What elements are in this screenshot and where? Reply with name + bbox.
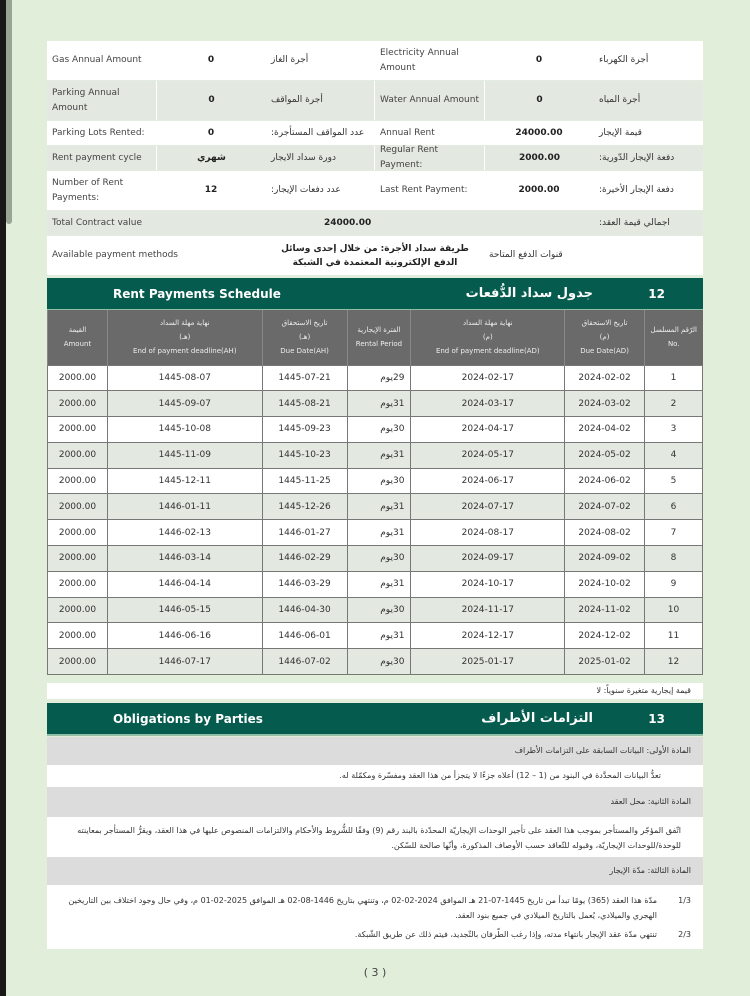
parking-lots-label-en: Parking Lots Rented: bbox=[52, 127, 145, 138]
summary-row bbox=[47, 41, 703, 81]
summary-row bbox=[47, 171, 703, 211]
electricity-amount-label-ar: أجرة الكهرباء bbox=[599, 55, 649, 65]
end-deadline-ah-cell: 1446-03-14 bbox=[107, 546, 262, 572]
due-date-ah-cell: 1446-07-02 bbox=[262, 649, 347, 675]
due-date-ad-cell: 2024-09-02 bbox=[565, 546, 645, 572]
rental-period-cell: 31يوم bbox=[347, 623, 411, 649]
schedule-row bbox=[48, 442, 703, 468]
end-deadline-ah-cell: 1446-04-14 bbox=[107, 571, 262, 597]
last-payment-label-en: Last Rent Payment: bbox=[380, 185, 468, 195]
clause-text: تنتهي مدّة عقد الإيجار بانتهاء مدته، وإذا رغب الطّرفان بالتّجديد، فيتم ذلك عن طريق الشّبكة. bbox=[354, 930, 657, 939]
rental-period-cell: 31يوم bbox=[347, 494, 411, 520]
header-due-date-ah: تاريخ الاستحقاق (هـ) Due Date(AH) bbox=[262, 310, 347, 365]
schedule-section-header bbox=[47, 278, 703, 311]
due-date-ad-cell: 2024-07-02 bbox=[565, 494, 645, 520]
rental-period-cell: 30يوم bbox=[347, 417, 411, 443]
due-date-ad-cell: 2024-03-02 bbox=[565, 391, 645, 417]
rental-period-cell: 29يوم bbox=[347, 365, 411, 391]
parking-amount-label-ar: أجرة المواقف bbox=[266, 81, 375, 120]
summary-row-total bbox=[47, 211, 703, 236]
end-deadline-ah-cell: 1445-09-07 bbox=[107, 391, 262, 417]
end-deadline-ah-cell: 1446-06-16 bbox=[107, 623, 262, 649]
clause-number: 2/3 bbox=[678, 930, 691, 939]
due-date-ah-cell: 1445-09-23 bbox=[262, 417, 347, 443]
obligations-section-header bbox=[47, 703, 703, 736]
amount-cell: 2000.00 bbox=[48, 365, 108, 391]
due-date-ah-cell: 1445-08-21 bbox=[262, 391, 347, 417]
total-value-label-en: Total Contract value bbox=[52, 217, 143, 228]
schedule-row bbox=[48, 623, 703, 649]
parking-amount-label-en: Parking Annual Amount bbox=[52, 87, 120, 113]
gas-amount-label-ar: أجرة الغاز bbox=[266, 41, 375, 80]
summary-row bbox=[47, 81, 703, 121]
clause-1-3 bbox=[47, 893, 703, 923]
due-date-ah-cell: 1445-11-25 bbox=[262, 468, 347, 494]
due-date-ah-cell: 1446-01-27 bbox=[262, 520, 347, 546]
due-date-ad-cell: 2024-06-02 bbox=[565, 468, 645, 494]
due-date-ad-cell: 2024-10-02 bbox=[565, 571, 645, 597]
regular-payment-label-ar: دفعة الإيجار الدّورية: bbox=[599, 152, 675, 163]
summary-row bbox=[47, 146, 703, 171]
scrollbar-thumb[interactable] bbox=[6, 0, 12, 224]
serial-no-cell: 3 bbox=[645, 417, 703, 443]
end-deadline-ah-cell: 1445-12-11 bbox=[107, 468, 262, 494]
end-deadline-ad-cell: 2024-08-17 bbox=[411, 520, 565, 546]
rent-schedule-table bbox=[47, 310, 703, 675]
article-2-title: المادة الثانية: محل العقد bbox=[47, 787, 703, 817]
payment-methods-label-ar: قنوات الدفع المتاحة bbox=[489, 250, 563, 260]
end-deadline-ah-cell: 1445-11-09 bbox=[107, 442, 262, 468]
obligations-title-ar: التزامات الأطراف bbox=[481, 711, 593, 726]
schedule-row bbox=[48, 494, 703, 520]
serial-no-cell: 11 bbox=[645, 623, 703, 649]
schedule-row bbox=[48, 417, 703, 443]
electricity-amount-label-en: Electricity Annual Amount bbox=[380, 47, 459, 73]
due-date-ah-cell: 1446-06-01 bbox=[262, 623, 347, 649]
serial-no-cell: 12 bbox=[645, 649, 703, 675]
gas-amount-label-en: Gas Annual Amount bbox=[52, 55, 142, 65]
obligations-section-number: 13 bbox=[648, 712, 665, 726]
water-amount-value: 0 bbox=[484, 81, 594, 120]
amount-cell: 2000.00 bbox=[48, 417, 108, 443]
due-date-ah-cell: 1446-03-29 bbox=[262, 571, 347, 597]
end-deadline-ad-cell: 2024-10-17 bbox=[411, 571, 565, 597]
last-payment-label-ar: دفعة الإيجار الأخيرة: bbox=[599, 185, 674, 195]
financial-summary-table bbox=[47, 41, 703, 276]
annual-rent-label-ar: قيمة الإيجار bbox=[599, 127, 642, 138]
num-payments-value: 12 bbox=[204, 185, 218, 195]
parking-lots-value: 0 bbox=[207, 127, 215, 138]
parking-lots-label-ar: عدد المواقف المستأجرة: bbox=[266, 121, 375, 145]
due-date-ah-cell: 1445-07-21 bbox=[262, 365, 347, 391]
serial-no-cell: 2 bbox=[645, 391, 703, 417]
header-serial-no: الرّقم المسلسل No. bbox=[645, 310, 703, 365]
end-deadline-ah-cell: 1446-02-13 bbox=[107, 520, 262, 546]
amount-cell: 2000.00 bbox=[48, 623, 108, 649]
due-date-ad-cell: 2024-02-02 bbox=[565, 365, 645, 391]
end-deadline-ah-cell: 1446-05-15 bbox=[107, 597, 262, 623]
schedule-title-en: Rent Payments Schedule bbox=[113, 287, 281, 301]
schedule-row bbox=[48, 649, 703, 675]
num-payments-label-ar: عدد دفعات الإيجار: bbox=[266, 171, 375, 210]
article-2-text: اتّفق المؤجّر والمستأجر بموجب هذا العقد على تأجير الوحدات الإيجاريّة المحدّدة بالبند رقم (9) وفقًا للشُّروط والأحكام والالتزامات المنصوص عليها في هذا العقد، ويقرُّ المستأجر بمعاينته للوحدة/للوحدات الإيجاريّة، وقبوله للتّعاقد حسب الأوصاف المذكورة، وأنّها صالحة للسّكن. bbox=[77, 826, 681, 850]
amount-cell: 2000.00 bbox=[48, 442, 108, 468]
payment-cycle-value: شهري bbox=[156, 146, 266, 170]
total-value-label-ar: اجمالي قيمة العقد: bbox=[599, 217, 670, 228]
end-deadline-ad-cell: 2024-12-17 bbox=[411, 623, 565, 649]
schedule-row bbox=[48, 391, 703, 417]
due-date-ad-cell: 2024-12-02 bbox=[565, 623, 645, 649]
payment-methods-label-en: Available payment methods bbox=[52, 250, 178, 260]
end-deadline-ad-cell: 2024-06-17 bbox=[411, 468, 565, 494]
amount-cell: 2000.00 bbox=[48, 468, 108, 494]
schedule-section-number: 12 bbox=[648, 287, 665, 301]
due-date-ad-cell: 2024-08-02 bbox=[565, 520, 645, 546]
amount-cell: 2000.00 bbox=[48, 520, 108, 546]
header-rental-period: الفترة الإيجارية Rental Period bbox=[347, 310, 411, 365]
payment-cycle-label-en: Rent payment cycle bbox=[52, 152, 142, 163]
schedule-body bbox=[48, 365, 703, 675]
due-date-ad-cell: 2024-11-02 bbox=[565, 597, 645, 623]
obligations-title-en: Obligations by Parties bbox=[113, 712, 263, 726]
regular-payment-value: 2000.00 bbox=[484, 146, 594, 170]
end-deadline-ad-cell: 2024-03-17 bbox=[411, 391, 565, 417]
amount-cell: 2000.00 bbox=[48, 391, 108, 417]
end-deadline-ah-cell: 1446-01-11 bbox=[107, 494, 262, 520]
rental-period-cell: 31يوم bbox=[347, 520, 411, 546]
rental-period-cell: 30يوم bbox=[347, 546, 411, 572]
end-deadline-ah-cell: 1445-08-07 bbox=[107, 365, 262, 391]
end-deadline-ad-cell: 2024-11-17 bbox=[411, 597, 565, 623]
total-value: 24000.00 bbox=[324, 217, 372, 228]
variable-rent-note: قيمة إيجارية متغيرة سنوياً: لا bbox=[47, 683, 703, 699]
article-2-text-wrapper bbox=[47, 817, 703, 857]
page-number: ( 3 ) bbox=[363, 966, 387, 979]
summary-row-payment-methods bbox=[47, 236, 703, 276]
rental-period-cell: 31يوم bbox=[347, 571, 411, 597]
amount-cell: 2000.00 bbox=[48, 649, 108, 675]
schedule-row bbox=[48, 571, 703, 597]
annual-rent-value: 24000.00 bbox=[515, 127, 563, 138]
payment-methods-value: طريقة سداد الأجرة: من خلال إحدى وسائل الدفع الإلكترونية المعتمدة في الشبكة bbox=[281, 243, 469, 268]
rental-period-cell: 30يوم bbox=[347, 649, 411, 675]
annual-rent-label-en: Annual Rent bbox=[380, 127, 435, 138]
end-deadline-ad-cell: 2024-09-17 bbox=[411, 546, 565, 572]
end-deadline-ad-cell: 2024-07-17 bbox=[411, 494, 565, 520]
serial-no-cell: 5 bbox=[645, 468, 703, 494]
last-payment-value: 2000.00 bbox=[518, 185, 560, 195]
regular-payment-label-en: Regular Rent Payment: bbox=[380, 145, 438, 170]
due-date-ad-cell: 2025-01-02 bbox=[565, 649, 645, 675]
amount-cell: 2000.00 bbox=[48, 597, 108, 623]
rental-period-cell: 30يوم bbox=[347, 597, 411, 623]
clause-number: 1/3 bbox=[678, 896, 691, 905]
rental-period-cell: 31يوم bbox=[347, 442, 411, 468]
amount-cell: 2000.00 bbox=[48, 546, 108, 572]
header-end-deadline-ad: نهاية مهلة السداد (م) End of payment deadline(AD) bbox=[411, 310, 565, 365]
serial-no-cell: 9 bbox=[645, 571, 703, 597]
water-amount-label-en: Water Annual Amount bbox=[380, 95, 479, 105]
end-deadline-ad-cell: 2024-05-17 bbox=[411, 442, 565, 468]
serial-no-cell: 7 bbox=[645, 520, 703, 546]
serial-no-cell: 10 bbox=[645, 597, 703, 623]
gas-amount-value: 0 bbox=[207, 55, 215, 65]
end-deadline-ad-cell: 2025-01-17 bbox=[411, 649, 565, 675]
article-3-title: المادة الثالثة: مدّة الإيجار bbox=[47, 857, 703, 885]
amount-cell: 2000.00 bbox=[48, 571, 108, 597]
header-amount: القيمة Amount bbox=[48, 310, 108, 365]
electricity-amount-value: 0 bbox=[535, 55, 543, 65]
water-amount-label-ar: أجرة المياه bbox=[599, 95, 641, 105]
header-due-date-ad: تاريخ الاستحقاق (م) Due Date(AD) bbox=[565, 310, 645, 365]
due-date-ad-cell: 2024-04-02 bbox=[565, 417, 645, 443]
article-1-text: تعدُّ البيانات المحدَّدة في البنود من (1 – 12) أعلاه جزءًا لا يتجزأ من هذا العقد ومفسّرة ومكمّلة له. bbox=[47, 765, 703, 787]
payment-cycle-label-ar: دورة سداد الايجار bbox=[266, 146, 375, 170]
schedule-title-ar: جدول سداد الدُّفعات bbox=[465, 286, 593, 301]
schedule-row bbox=[48, 597, 703, 623]
due-date-ah-cell: 1446-04-30 bbox=[262, 597, 347, 623]
serial-no-cell: 6 bbox=[645, 494, 703, 520]
serial-no-cell: 8 bbox=[645, 546, 703, 572]
clause-text: مدّة هذا العقد (365) يومًا تبدأ من تاريخ 1445-07-21 هـ الموافق 2024-02-02 م، وتنتهي بتاريخ 1446-08-02 هـ الموافق 2025-02-01 م، وفي حال وجود اختلاف بين التاريخين الهجري والميلادي، يُعمل بالتاريخ الميلادي في جميع بنود العقد. bbox=[68, 896, 657, 920]
article-1-title: المادة الأولى: البيانات السابقة على التزامات الأطراف bbox=[47, 737, 703, 765]
due-date-ah-cell: 1445-12-26 bbox=[262, 494, 347, 520]
amount-cell: 2000.00 bbox=[48, 494, 108, 520]
end-deadline-ah-cell: 1445-10-08 bbox=[107, 417, 262, 443]
clause-2-3 bbox=[47, 927, 703, 942]
num-payments-label-en: Number of Rent Payments: bbox=[52, 177, 124, 203]
header-end-deadline-ah: نهاية مهلة السداد (هـ) End of payment deadline(AH) bbox=[107, 310, 262, 365]
schedule-header-row bbox=[48, 310, 703, 365]
schedule-row bbox=[48, 468, 703, 494]
serial-no-cell: 1 bbox=[645, 365, 703, 391]
end-deadline-ad-cell: 2024-04-17 bbox=[411, 417, 565, 443]
parking-amount-value: 0 bbox=[156, 81, 266, 120]
end-deadline-ad-cell: 2024-02-17 bbox=[411, 365, 565, 391]
schedule-row bbox=[48, 520, 703, 546]
article-3-clauses bbox=[47, 885, 703, 949]
due-date-ah-cell: 1446-02-29 bbox=[262, 546, 347, 572]
summary-row bbox=[47, 121, 703, 146]
schedule-row bbox=[48, 365, 703, 391]
rental-period-cell: 31يوم bbox=[347, 391, 411, 417]
schedule-row bbox=[48, 546, 703, 572]
rental-period-cell: 30يوم bbox=[347, 468, 411, 494]
end-deadline-ah-cell: 1446-07-17 bbox=[107, 649, 262, 675]
serial-no-cell: 4 bbox=[645, 442, 703, 468]
due-date-ah-cell: 1445-10-23 bbox=[262, 442, 347, 468]
due-date-ad-cell: 2024-05-02 bbox=[565, 442, 645, 468]
